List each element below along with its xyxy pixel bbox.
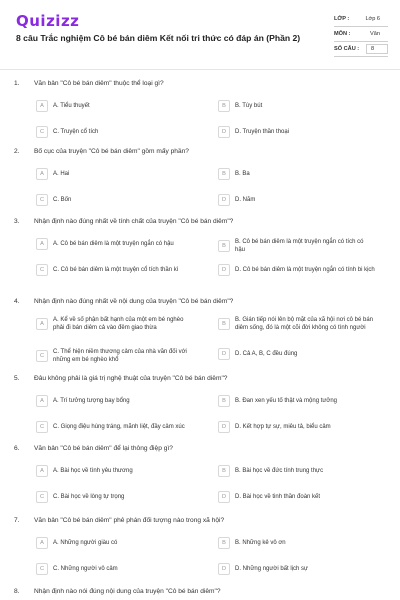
brand-logo: Quizizz: [16, 12, 80, 30]
option-letter-box: B: [218, 465, 230, 477]
answer-option[interactable]: [36, 238, 193, 250]
meta-value: Văn: [370, 31, 380, 37]
meta-row-class: [334, 12, 388, 27]
meta-box: [334, 12, 388, 57]
option-letter-box: B: [218, 100, 230, 112]
option-letter-box: B: [218, 168, 230, 180]
option-letter-box: B: [218, 537, 230, 549]
option-text: D. Cả A, B, C đều đúng: [235, 351, 298, 357]
answer-option[interactable]: [218, 421, 375, 433]
answer-option[interactable]: [36, 264, 193, 276]
page-title: 8 câu Trắc nghiệm Cô bé bán diêm Kết nối tri thức có đáp án (Phần 2): [16, 33, 301, 43]
question-number: 2.: [14, 148, 20, 155]
question-number: 1.: [14, 80, 20, 87]
option-text: A. Những người giàu có: [53, 540, 118, 546]
answer-option[interactable]: [36, 126, 193, 138]
option-letter-box: A: [36, 100, 48, 112]
answer-option[interactable]: [218, 264, 375, 276]
option-text: B. Gián tiếp nói lên bộ mặt của xã hội nơi cô bé bán diêm sống, đó là một cõi đời không có tình người: [235, 317, 374, 331]
answer-option[interactable]: [36, 537, 193, 549]
answer-option[interactable]: [36, 465, 193, 477]
option-letter-box: A: [36, 168, 48, 180]
meta-value: Lớp 6: [365, 16, 380, 22]
question-text: Văn bản "Cô bé bán diêm" thuộc thể loại gì?: [34, 80, 164, 87]
option-letter-box: D: [218, 491, 230, 503]
meta-label: LỚP :: [334, 16, 350, 22]
option-letter-box: C: [36, 264, 48, 276]
question-number: 8.: [14, 588, 20, 595]
answer-option[interactable]: [218, 238, 375, 254]
answer-option[interactable]: [218, 126, 375, 138]
option-text: D. Những người bất lịch sự: [235, 566, 309, 572]
meta-label: MÔN :: [334, 31, 351, 37]
answer-option[interactable]: [218, 395, 375, 407]
option-text: D. Truyện thần thoại: [235, 129, 290, 135]
answer-option[interactable]: [36, 168, 193, 180]
option-letter-box: B: [218, 318, 230, 330]
option-text: D. Bài học về tinh thần đoàn kết: [235, 494, 321, 500]
answer-option[interactable]: [36, 194, 193, 206]
option-letter-box: A: [36, 318, 48, 330]
option-letter-box: D: [218, 421, 230, 433]
answer-option[interactable]: [36, 348, 193, 364]
answer-option[interactable]: [218, 491, 375, 503]
option-letter-box: C: [36, 350, 48, 362]
option-text: B. Đan xen yếu tố thật và mộng tưởng: [235, 398, 338, 404]
answer-option[interactable]: [218, 168, 375, 180]
meta-value: 8: [366, 44, 388, 54]
answer-option[interactable]: [36, 563, 193, 575]
option-letter-box: D: [218, 348, 230, 360]
option-letter-box: B: [218, 395, 230, 407]
question-text: Văn bản "Cô bé bán diêm" phê phán đối tượng nào trong xã hội?: [34, 517, 225, 524]
option-text: A. Kể về số phận bất hạnh của một em bé nghèo phải đi bán diêm cả vào đêm giao thừa: [53, 317, 184, 331]
question-header: [14, 375, 364, 382]
answer-option[interactable]: [36, 491, 193, 503]
option-text: C. Giọng điệu hùng tráng, mãnh liệt, đầy cảm xúc: [53, 424, 185, 430]
question-text: Đâu không phải là giá trị nghệ thuật của truyện "Cô bé bán diêm"?: [34, 375, 228, 382]
option-text: C. Bài học về lòng tự trọng: [53, 494, 125, 500]
option-text: D. Kết hợp tự sự, miêu tả, biểu cảm: [235, 424, 331, 430]
answer-option[interactable]: [36, 100, 193, 112]
option-letter-box: D: [218, 194, 230, 206]
option-letter-box: A: [36, 537, 48, 549]
option-text: A. Cô bé bán diêm là một truyện ngắn có hậu: [53, 241, 174, 247]
option-text: A. Trí tưởng tượng bay bổng: [53, 398, 130, 404]
meta-row-count: [334, 42, 388, 57]
option-text: C. Những người vô cảm: [53, 566, 118, 572]
option-letter-box: B: [218, 240, 230, 252]
question-header: [14, 517, 364, 524]
document-header: [0, 0, 400, 70]
option-text: A. Tiểu thuyết: [53, 103, 90, 109]
option-text: C. Truyện cổ tích: [53, 129, 99, 135]
answer-option[interactable]: [218, 348, 375, 360]
question-header: [14, 80, 364, 87]
question-number: 3.: [14, 218, 20, 225]
option-letter-box: D: [218, 563, 230, 575]
meta-row-subject: [334, 27, 388, 42]
question-number: 7.: [14, 517, 20, 524]
answer-option[interactable]: [218, 194, 375, 206]
option-letter-box: C: [36, 563, 48, 575]
answer-option[interactable]: [218, 537, 375, 549]
question-header: [14, 298, 364, 305]
answer-option[interactable]: [36, 421, 193, 433]
option-letter-box: C: [36, 194, 48, 206]
option-text: C. Cô bé bán diêm là một truyện cổ tích thần kì: [53, 267, 179, 273]
question-text: Nhận định nào nói đúng nội dung của truyện "Cô bé bán diêm"?: [34, 588, 221, 595]
question-header: [14, 218, 364, 225]
option-letter-box: C: [36, 491, 48, 503]
option-letter-box: C: [36, 126, 48, 138]
answer-option[interactable]: [218, 100, 375, 112]
question-text: Nhận định nào đúng nhất về tính chất của truyện "Cô bé bán diêm"?: [34, 218, 234, 225]
option-letter-box: C: [36, 421, 48, 433]
question-text: Bố cục của truyện "Cô bé bán diêm" gồm mấy phần?: [34, 148, 189, 155]
answer-option[interactable]: [218, 316, 375, 332]
question-text: Văn bản "Cô bé bán diêm" để lại thông điệp gì?: [34, 445, 173, 452]
option-text: B. Tùy bút: [235, 103, 263, 109]
answer-option[interactable]: [36, 316, 193, 332]
option-text: B. Những kẻ vô ơn: [235, 540, 286, 546]
answer-option[interactable]: [218, 563, 375, 575]
question-number: 5.: [14, 375, 20, 382]
question-header: [14, 588, 364, 595]
header-divider: [0, 69, 400, 70]
option-text: C. Thể hiện niềm thương cảm của nhà văn đối với những em bé nghèo khổ: [53, 349, 187, 363]
question-header: [14, 445, 364, 452]
question-header: [14, 148, 364, 155]
answer-option[interactable]: [218, 465, 375, 477]
option-letter-box: D: [218, 264, 230, 276]
answer-option[interactable]: [36, 395, 193, 407]
option-letter-box: D: [218, 126, 230, 138]
meta-label: SỐ CÂU :: [334, 46, 360, 52]
option-letter-box: A: [36, 465, 48, 477]
option-letter-box: A: [36, 238, 48, 250]
option-text: C. Bốn: [53, 197, 72, 203]
option-text: A. Bài học về tình yêu thương: [53, 468, 133, 474]
option-text: B. Cô bé bán diêm là một truyện ngắn có tích có hậu: [235, 239, 364, 253]
option-text: A. Hai: [53, 171, 70, 177]
option-text: B. Bài học về đức tính trung thực: [235, 468, 324, 474]
question-number: 6.: [14, 445, 20, 452]
option-text: D. Năm: [235, 197, 256, 203]
question-text: Nhận định nào đúng nhất về nội dung của truyện "Cô bé bán diêm"?: [34, 298, 234, 305]
question-number: 4.: [14, 298, 20, 305]
option-text: B. Ba: [235, 171, 250, 177]
option-letter-box: A: [36, 395, 48, 407]
option-text: D. Cô bé bán diêm là một truyện ngắn có tính bi kịch: [235, 267, 375, 273]
